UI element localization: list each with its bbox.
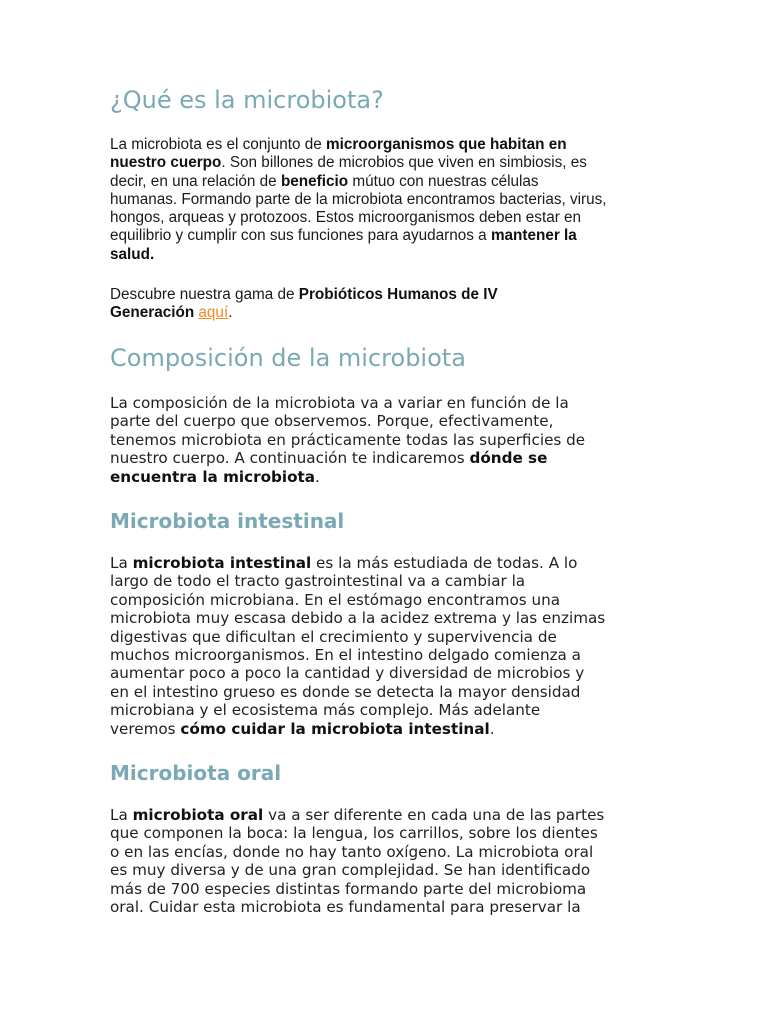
paragraph-composicion: La composición de la microbiota va a variar en función de la parte del cuerpo que observemos. Porque, efectivamente, tenemos microbiota en prácticamente todas las superficies de nuestro cuerpo. A continuación te indicaremos dónde se encuentra la microbiota. [110, 394, 586, 486]
paragraph-intestinal: La microbiota intestinal es la más estudiada de todas. A lo largo de todo el tracto gastrointestinal va a cambiar la composición microbiana. En el estómago encontramos una microbiota muy escasa debido a la acidez extrema y las enzimas digestivas que dificultan el crecimiento y supervivencia de muchos microorganismos. En el intestino delgado comienza a aumentar poco a poco la cantidad y diversidad de microbios y en el intestino grueso es donde se detecta la mayor densidad microbiana y el ecosistema más complejo. Más adelante veremos cómo cuidar la microbiota intestinal. [110, 554, 606, 738]
aqui-link[interactable]: aquí [198, 304, 229, 322]
heading-composicion: Composición de la microbiota [110, 344, 466, 372]
paragraph-oral: La microbiota oral va a ser diferente en cada una de las partes que componen la boca: la lengua, los carrillos, sobre los dientes o en las encías, donde no hay tanto oxígeno. La microbiota oral es muy diversa y de una gran complejidad. Se han identificado más de 700 especies distintas formando parte del microbioma oral. Cuidar esta microbiota es fundamental para preservar la [110, 806, 605, 917]
paragraph-probioticos: Descubre nuestra gama de Probióticos Humanos de IV Generación aquí. [110, 286, 498, 322]
heading-microbiota-intestinal: Microbiota intestinal [110, 509, 345, 533]
paragraph-definition: La microbiota es el conjunto de microorganismos que habitan en nuestro cuerpo. Son billones de microbios que viven en simbiosis, es decir, en una relación de beneficio mútuo con nuestras células humanas. Formando parte de la microbiota encontramos bacterias, virus, hongos, arqueas y protozoos. Estos microorganismos deben estar en equilibrio y cumplir con sus funciones para ayudarnos a mantener la salud. [110, 136, 607, 263]
heading-que-es-microbiota: ¿Qué es la microbiota? [110, 86, 384, 114]
heading-microbiota-oral: Microbiota oral [110, 761, 282, 785]
